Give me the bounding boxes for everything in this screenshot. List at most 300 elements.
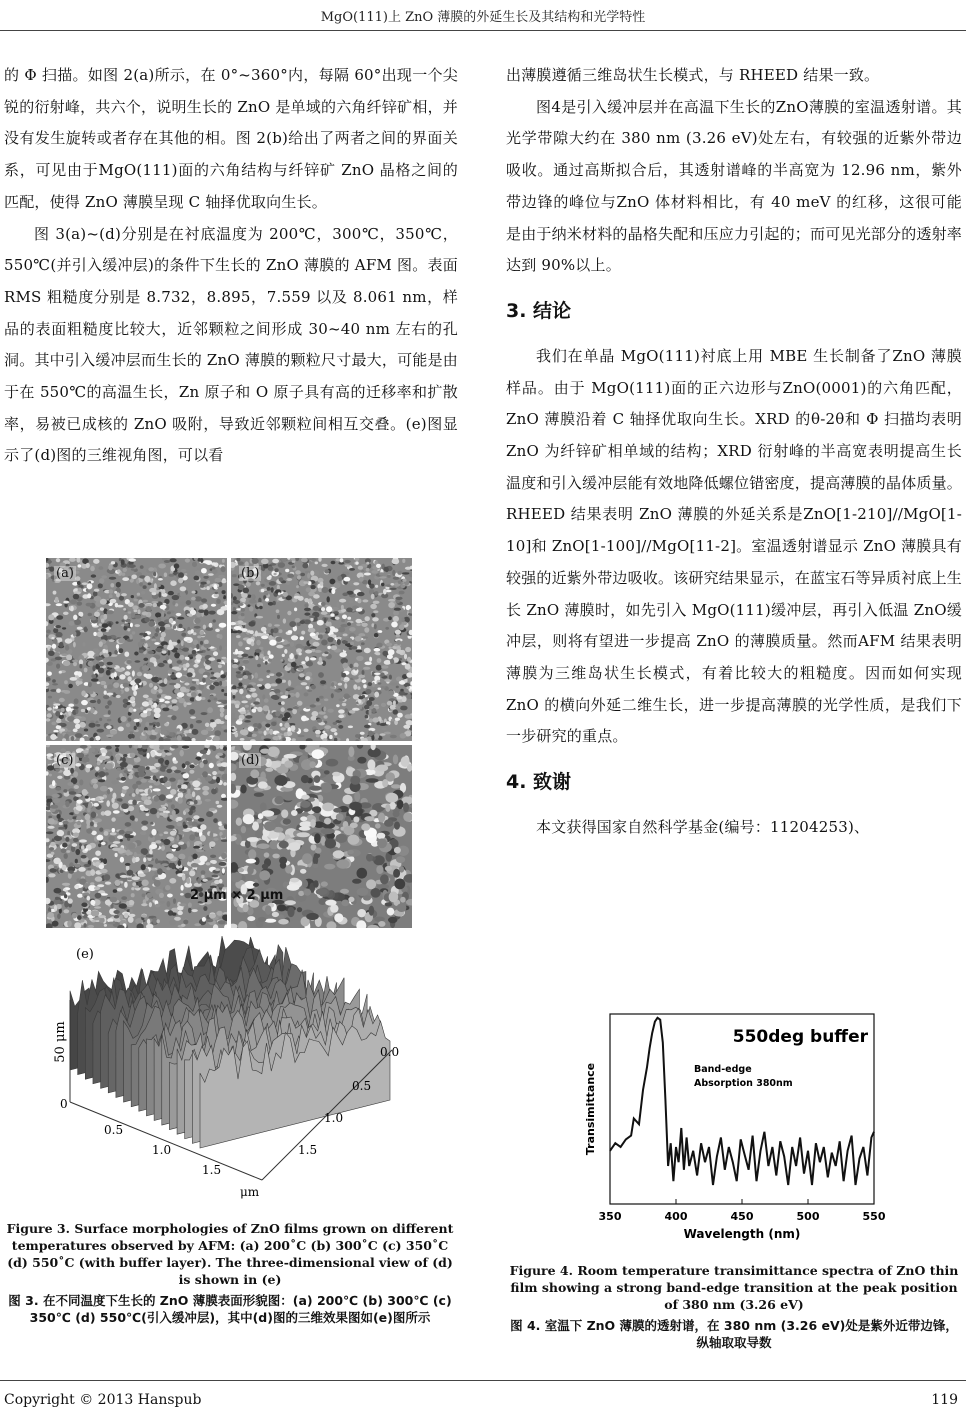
afm-grain <box>255 655 258 660</box>
afm-grain <box>256 581 261 585</box>
afm-grain <box>120 762 128 768</box>
afm-grain <box>298 891 304 896</box>
afm-grain <box>295 692 299 698</box>
x-tick-label: 500 <box>796 1210 820 1223</box>
afm-grain <box>100 607 104 610</box>
afm-grain <box>240 785 246 794</box>
afm-grain <box>154 642 160 645</box>
afm-grain <box>119 648 124 653</box>
afm-grain <box>255 649 262 653</box>
afm-grain <box>223 782 227 786</box>
afm-grain <box>155 728 159 733</box>
afm-grain <box>129 731 133 734</box>
afm-grain <box>238 641 243 646</box>
afm-grain <box>264 593 269 596</box>
afm-grain <box>180 780 184 785</box>
afm-grain <box>167 645 174 651</box>
afm-grain <box>349 568 355 571</box>
afm-grain <box>222 868 225 874</box>
afm-grain <box>182 763 186 768</box>
afm-grain <box>201 870 206 875</box>
afm-grain <box>293 706 299 709</box>
afm-grain <box>323 685 327 689</box>
afm-grain <box>222 590 226 594</box>
afm-grain <box>359 577 364 582</box>
afm-grain <box>378 813 385 823</box>
right-paragraph-4: 本文获得国家自然科学基金(编号：11204253)、 <box>536 818 870 837</box>
afm-grain <box>120 716 126 722</box>
afm-grain <box>79 839 87 842</box>
afm-grain <box>389 698 395 701</box>
afm-grain <box>155 673 162 676</box>
afm-grain <box>161 863 168 866</box>
afm-grain <box>122 577 129 581</box>
afm-grain <box>132 631 136 634</box>
afm-grain <box>47 826 54 829</box>
afm-grain <box>178 578 184 584</box>
afm-grain <box>353 816 359 822</box>
afm-grain <box>252 708 257 712</box>
afm-grain <box>182 736 189 740</box>
afm-grain <box>148 621 155 627</box>
afm-grain <box>113 682 119 688</box>
afm-grain <box>148 864 153 867</box>
chart-title: 550deg buffer <box>732 1027 868 1047</box>
afm-grain <box>147 662 154 667</box>
afm-grain <box>73 771 78 777</box>
afm-grain <box>154 763 161 767</box>
afm-grain <box>107 684 113 689</box>
y-tick-1: 0.5 <box>352 1079 372 1093</box>
afm-grain <box>98 583 103 588</box>
afm-grain <box>167 894 173 898</box>
afm-grain <box>117 569 121 572</box>
afm-grain <box>189 770 194 774</box>
afm-grain <box>396 650 403 654</box>
afm-grain <box>102 753 106 757</box>
afm-grain <box>374 591 378 596</box>
afm-grain <box>274 624 280 626</box>
afm-grain <box>76 816 82 821</box>
afm-grain <box>346 608 353 613</box>
afm-grain <box>94 886 100 890</box>
afm-grain <box>75 763 81 767</box>
afm-grain <box>379 723 386 726</box>
afm-grain <box>241 724 244 728</box>
afm-grain <box>241 608 246 612</box>
afm-grain <box>240 711 247 714</box>
afm-grain <box>47 661 53 666</box>
afm-grain <box>313 594 320 598</box>
afm-grain <box>88 925 94 928</box>
afm-grain <box>202 786 209 791</box>
afm-grain <box>81 709 85 712</box>
afm-grain <box>141 864 146 870</box>
afm-grain <box>52 644 56 649</box>
afm-grain <box>104 874 111 881</box>
afm-grain <box>164 723 169 727</box>
afm-grain <box>71 736 74 741</box>
afm-grain <box>124 913 128 919</box>
afm-grain <box>363 895 371 900</box>
afm-grain <box>194 576 200 581</box>
afm-grain <box>150 808 158 814</box>
afm-grain <box>251 594 255 599</box>
afm-grain <box>262 573 266 576</box>
afm-grain <box>362 679 367 683</box>
afm-grain <box>368 579 371 585</box>
afm-grain <box>202 604 207 609</box>
right-paragraph-3: 我们在单晶 MgO(111)衬底上用 MBE 生长制备了ZnO 薄膜样品。由于 MgO(111)面的正六边形与ZnO(0001)的六角匹配，ZnO 薄膜沿着 C 轴择优取向生长。XRD 的θ-2θ和 Φ 扫描均表明 ZnO 为纤锌矿相单域的结构；XRD 衍射峰的半高宽表明提高生长温度和引入缓冲层能有效地降低螺位错密度，提高薄膜的晶体质量。RHEED 结果表明 ZnO 薄膜的外延关系是ZnO[1-210]//MgO[1-10]和 ZnO[1-100]//MgO[11-2]。室温透射谱显示 ZnO 薄膜具有较强的近紫外带边吸收。该研究结果显示，在蓝宝石等异质衬底上生长 ZnO 薄膜时，如先引入 MgO(111)缓冲层，再引入低温 ZnO缓冲层，则将有望进一步提高 ZnO 的薄膜质量。然而AFM 结果表明薄膜为三维岛状生长模式，有着比较大的粗糙度。因而如何实现 ZnO 的横向外延二维生长，进一步提高薄膜的光学性质，是我们下一步研究的重点。 <box>506 346 963 746</box>
afm-grain <box>87 896 91 901</box>
afm-grain <box>48 651 55 656</box>
afm-grain <box>90 720 94 723</box>
afm-grain <box>99 828 103 832</box>
afm-grain <box>301 661 305 664</box>
afm-grain <box>55 597 59 603</box>
afm-grain <box>81 855 87 859</box>
afm-grain <box>358 566 363 570</box>
afm-grain <box>392 559 400 565</box>
afm-grain <box>395 597 402 600</box>
afm-grain <box>55 787 61 791</box>
afm-grain <box>127 676 131 681</box>
afm-grain <box>327 709 333 713</box>
afm-grain <box>62 865 67 871</box>
afm-grain <box>135 660 141 662</box>
afm-grain <box>261 584 265 587</box>
afm-grain <box>129 634 132 640</box>
afm-grain <box>364 725 370 729</box>
afm-grain <box>405 647 411 652</box>
afm-grain <box>193 664 198 668</box>
afm-grain <box>99 718 102 721</box>
afm-grain <box>130 816 134 821</box>
afm-grain <box>192 791 195 797</box>
afm-grain <box>339 652 347 657</box>
afm-grain <box>143 600 149 603</box>
afm-grain <box>144 776 151 779</box>
afm-grain <box>158 578 163 581</box>
afm-grain <box>123 704 127 708</box>
afm-grain <box>274 689 280 694</box>
afm-grain <box>232 574 237 577</box>
afm-grain <box>209 763 214 768</box>
afm-grain <box>177 640 180 644</box>
afm-grain <box>88 802 92 808</box>
afm-grain <box>75 724 80 729</box>
afm-grain <box>176 613 182 616</box>
afm-grain <box>246 859 257 864</box>
afm-grain <box>398 622 401 625</box>
afm-grain <box>181 633 186 637</box>
figure-4-caption-en: Figure 4. Room temperature transimittance spectra of ZnO thin film showing a strong band-edge transition at the peak position of 380 nm (3.26 eV) <box>509 1263 959 1312</box>
afm-grain <box>387 908 395 916</box>
afm-grain <box>356 656 363 661</box>
afm-grain <box>361 622 367 627</box>
afm-grain <box>203 675 208 678</box>
afm-grain <box>308 598 312 604</box>
afm-grain <box>162 589 166 594</box>
afm-grain <box>238 666 243 670</box>
afm-grain <box>101 628 107 632</box>
x-ticks <box>599 1199 886 1223</box>
afm-grain <box>330 728 336 732</box>
right-paragraph-2: 图4是引入缓冲层并在高温下生长的ZnO薄膜的室温透射谱。其光学带隙大约在 380 nm (3.26 eV)处左右，有较强的近紫外带边吸收。通过高斯拟合后，其透射谱峰的半高宽为 12.96 nm，紫外带边锋的峰位与ZnO 体材料相比，有 40 meV 的红移，这很可能是由于纳米材料的晶格失配和压应力引起的；而可见光部分的透射率达到 90%以上。 <box>506 97 963 275</box>
afm-grain <box>154 713 160 719</box>
afm-grain <box>292 566 295 569</box>
afm-grain <box>118 798 123 801</box>
afm-grain <box>52 679 56 683</box>
afm-grain <box>371 570 378 574</box>
afm-grain <box>58 723 65 726</box>
afm-grain <box>81 845 84 849</box>
afm-grain <box>235 732 239 737</box>
afm-grain <box>400 706 408 711</box>
afm-grain <box>267 587 271 591</box>
afm-grain <box>106 800 110 807</box>
afm-grain <box>189 764 194 768</box>
afm-grain <box>46 630 51 634</box>
afm-grain <box>366 853 373 861</box>
afm-grain <box>70 677 77 681</box>
afm-grain <box>56 689 61 693</box>
afm-grain <box>97 729 105 733</box>
afm-grain <box>239 689 243 695</box>
afm-grain <box>130 696 135 701</box>
afm-grain <box>172 810 176 816</box>
afm-grain <box>311 716 317 721</box>
afm-grain <box>53 730 58 733</box>
afm-grain <box>95 767 99 771</box>
afm-grain <box>52 683 58 685</box>
afm-grain <box>361 823 370 830</box>
afm-grain <box>149 588 157 593</box>
afm-grain <box>191 597 196 601</box>
afm-grain <box>400 689 404 692</box>
afm-grain <box>246 673 252 676</box>
afm-grain <box>290 642 294 647</box>
afm-grain <box>151 639 156 642</box>
afm-grain <box>349 627 356 632</box>
afm-grain <box>181 640 184 646</box>
afm-grain <box>243 675 248 679</box>
afm-grain <box>221 835 225 838</box>
afm-grain <box>164 696 170 699</box>
afm-grain <box>206 862 211 865</box>
afm-grain <box>389 892 399 903</box>
afm-grain <box>95 876 103 881</box>
afm-grain <box>169 815 173 819</box>
afm-grain <box>113 910 119 914</box>
afm-grain <box>48 696 52 699</box>
afm-grain <box>249 606 254 612</box>
afm-grain <box>147 730 152 735</box>
afm-grain <box>132 857 136 863</box>
afm-grain <box>244 720 251 723</box>
afm-grain <box>221 595 224 597</box>
afm-grain <box>271 587 274 593</box>
afm-grain <box>218 665 222 669</box>
afm-grain <box>72 660 78 663</box>
afm-grain <box>67 716 74 722</box>
afm-grain <box>163 839 170 845</box>
afm-grain <box>167 611 171 614</box>
afm-grain <box>52 921 59 927</box>
afm-grain <box>108 710 111 715</box>
afm-grain <box>148 789 151 795</box>
afm-grain <box>163 645 167 649</box>
afm-grain <box>344 683 347 689</box>
afm-grain <box>47 672 52 676</box>
afm-grain <box>204 644 212 648</box>
afm-grain <box>381 665 388 669</box>
afm-grain <box>376 665 382 671</box>
afm-grain <box>187 613 192 616</box>
afm-grain <box>166 867 170 870</box>
afm-grain <box>180 687 187 693</box>
afm-grain <box>110 599 117 604</box>
afm-grain <box>143 658 148 661</box>
afm-grain <box>193 759 198 765</box>
afm-grain <box>356 623 361 626</box>
afm-grain <box>395 630 401 635</box>
afm-grain <box>123 568 127 572</box>
afm-grain <box>142 701 150 706</box>
afm-grain <box>196 654 202 660</box>
afm-grain <box>362 670 365 675</box>
afm-grain <box>319 898 327 905</box>
afm-grain <box>357 757 366 764</box>
afm-grain <box>263 705 269 711</box>
afm-grain <box>356 619 362 623</box>
afm-grain <box>259 647 262 650</box>
afm-grain <box>300 636 304 640</box>
afm-grain <box>302 880 308 888</box>
afm-grain <box>155 858 158 864</box>
afm-grain <box>56 615 63 620</box>
afm-grain <box>164 560 170 563</box>
afm-grain <box>313 864 319 868</box>
afm-grain <box>245 647 250 650</box>
afm-grain <box>342 615 347 620</box>
afm-grain <box>188 655 193 657</box>
afm-grain <box>129 914 136 917</box>
afm-grain <box>353 582 359 585</box>
afm-grain <box>324 725 331 729</box>
afm-grain <box>379 576 386 578</box>
afm-grain <box>176 835 179 841</box>
afm-grain <box>209 685 215 690</box>
afm-grain <box>283 618 286 623</box>
afm-grain <box>115 603 118 608</box>
afm-grain <box>199 856 207 862</box>
afm-grain <box>274 568 278 572</box>
afm-grain <box>374 673 381 675</box>
afm-grain <box>68 684 73 688</box>
afm-grain <box>109 589 114 594</box>
afm-grain <box>140 779 147 783</box>
afm-grain <box>355 734 360 738</box>
afm-grain <box>178 624 182 628</box>
afm-grain <box>207 707 213 713</box>
afm-grain <box>206 811 213 817</box>
afm-grain <box>286 578 292 581</box>
afm-grain <box>248 849 256 859</box>
afm-grain <box>209 808 216 811</box>
afm-grain <box>105 882 111 885</box>
afm-grain <box>101 575 107 578</box>
afm-grain <box>142 848 148 855</box>
afm-grain <box>272 736 279 740</box>
afm-grain <box>231 611 237 614</box>
afm-grain <box>315 848 322 854</box>
x-tick-1: 1.0 <box>152 1143 172 1157</box>
afm-grain <box>279 914 285 919</box>
afm-grain <box>174 770 181 773</box>
afm-grain <box>138 771 145 777</box>
afm-grain <box>370 604 377 610</box>
afm-grain <box>238 603 244 606</box>
afm-grain <box>159 893 164 898</box>
afm-grain <box>345 638 352 641</box>
afm-grain <box>137 672 142 677</box>
afm-grain <box>210 677 217 680</box>
afm-grain <box>148 700 152 706</box>
afm-grain <box>78 679 83 682</box>
afm-grain <box>136 597 142 600</box>
afm-grain <box>297 735 304 737</box>
afm-grain <box>145 722 149 727</box>
x-tick-label: 400 <box>664 1210 688 1223</box>
afm-grain <box>196 849 204 852</box>
afm-grain <box>364 662 371 666</box>
afm-grain <box>234 626 242 630</box>
afm-grain <box>106 734 113 737</box>
afm-grain <box>386 643 392 647</box>
afm-grain <box>369 710 372 716</box>
afm-grain <box>381 583 385 587</box>
afm-grain <box>54 836 62 842</box>
afm-grain <box>266 714 273 720</box>
afm-grain <box>189 870 195 876</box>
afm-grain <box>217 659 222 662</box>
afm-grain <box>336 859 349 868</box>
afm-grain <box>107 700 112 705</box>
afm-grain <box>361 642 365 645</box>
afm-grain <box>259 870 270 880</box>
afm-grain <box>171 804 175 809</box>
afm-grain <box>128 835 133 838</box>
afm-grain <box>340 624 348 627</box>
afm-grain <box>171 766 177 770</box>
afm-grain <box>56 603 63 606</box>
afm-grain <box>342 795 352 804</box>
afm-grain <box>180 592 186 597</box>
afm-grain <box>191 629 194 633</box>
afm-grain <box>169 920 177 926</box>
afm-grain <box>272 854 279 859</box>
afm-grain <box>124 671 130 675</box>
afm-grain <box>243 685 246 688</box>
afm-grain <box>394 847 401 854</box>
afm-grain <box>73 642 76 648</box>
afm-grain <box>252 821 259 830</box>
afm-grain <box>265 656 268 660</box>
afm-grain <box>310 646 316 649</box>
afm-grain <box>74 716 82 719</box>
afm-grain <box>121 619 124 622</box>
